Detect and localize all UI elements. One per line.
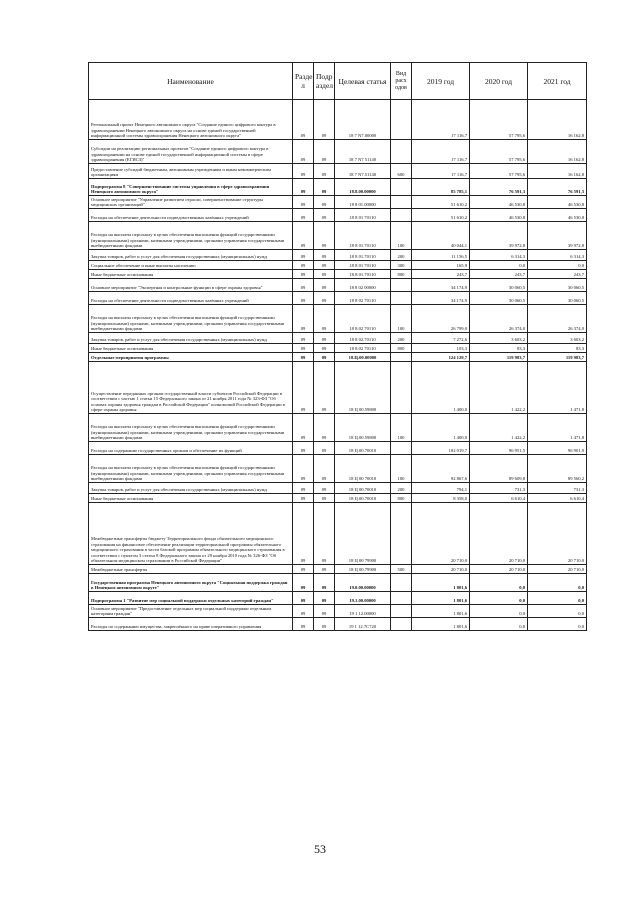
cell-kind	[391, 209, 412, 222]
cell-2021: 46 530,8	[528, 209, 587, 222]
cell-subsection: 09	[314, 164, 335, 179]
cell-subsection: 09	[314, 222, 335, 250]
cell-2021: 76 591,3	[528, 179, 587, 196]
col-kind-header: Вид расх одов	[391, 63, 412, 100]
table-row	[89, 164, 587, 179]
cell-section: 09	[293, 164, 314, 179]
cell-kind: 200	[391, 250, 412, 261]
cell-2019: 1 801,6	[412, 592, 470, 605]
table-row	[89, 305, 587, 333]
col-subsection-header: Подр аздел	[314, 63, 335, 100]
cell-2021: 0,0	[528, 574, 587, 592]
cell-name: Иные бюджетные ассигнования	[89, 270, 293, 279]
cell-2020: 76 591,3	[470, 179, 528, 196]
cell-section: 09	[293, 565, 314, 574]
cell-target: 18 Ц.00.59800	[335, 414, 391, 442]
cell-target: 18.8.01.70110	[335, 270, 391, 279]
cell-kind: 200	[391, 333, 412, 344]
cell-subsection: 09	[314, 196, 335, 209]
table-row	[89, 222, 587, 250]
cell-section: 09	[293, 592, 314, 605]
cell-2021: 0,0	[528, 605, 587, 618]
table-row	[89, 605, 587, 618]
cell-section: 09	[293, 574, 314, 592]
cell-2021: 16 162,8	[528, 164, 587, 179]
cell-target: 18 Ц 00.59800	[335, 362, 391, 414]
cell-2019: 165,9	[412, 261, 470, 270]
cell-section: 09	[293, 222, 314, 250]
cell-section: 09	[293, 455, 314, 483]
cell-subsection: 09	[314, 442, 335, 455]
cell-section: 09	[293, 333, 314, 344]
cell-subsection: 09	[314, 592, 335, 605]
cell-subsection: 09	[314, 250, 335, 261]
cell-target: 18 8.02 70110	[335, 344, 391, 353]
cell-kind	[391, 574, 412, 592]
table-row	[89, 209, 587, 222]
cell-name: Подпрограмма 8 "Совершенствование системы управления в сфере здравоохранения Ненецкого автономного округа"	[89, 179, 293, 196]
table-row	[89, 483, 587, 494]
table-row	[89, 494, 587, 503]
cell-name: Расходы на выплаты персоналу в целях обеспечения выполнения функций государственными (муниципальными) органами, казенными учреждениями, органами управления государственными внебюджетными фондами	[89, 222, 293, 250]
cell-2020: 39 972,8	[470, 222, 528, 250]
cell-2020: 46 530,8	[470, 196, 528, 209]
cell-kind	[391, 292, 412, 305]
cell-2019: 102 019,7	[412, 442, 470, 455]
cell-target: 18 8 01 70110	[335, 261, 391, 270]
table-row	[89, 279, 587, 292]
cell-target: 18 7 N7.51140	[335, 164, 391, 179]
cell-2020: 0,0	[470, 605, 528, 618]
cell-section: 09	[293, 292, 314, 305]
cell-name: Закупка товаров, работ и услуг для обеспечения государственных (муниципальных) нужд	[89, 333, 293, 344]
cell-2019: 26 799,0	[412, 305, 470, 333]
cell-2021: 46 530,8	[528, 196, 587, 209]
table-row	[89, 250, 587, 261]
cell-2021: 1 471,8	[528, 362, 587, 414]
cell-2019: 85 785,1	[412, 179, 470, 196]
cell-2019: 11 156,5	[412, 250, 470, 261]
cell-section: 09	[293, 618, 314, 631]
cell-subsection: 09	[314, 100, 335, 140]
cell-2020: 30 060,5	[470, 279, 528, 292]
cell-2020: 6 314,3	[470, 250, 528, 261]
table-body	[89, 100, 587, 631]
cell-kind: 100	[391, 305, 412, 333]
cell-kind: 100	[391, 455, 412, 483]
cell-kind	[391, 100, 412, 140]
cell-section: 09	[293, 362, 314, 414]
table-row	[89, 414, 587, 442]
cell-2019: 8 358,0	[412, 494, 470, 503]
cell-2020: 1 422,2	[470, 414, 528, 442]
cell-2020: 731,3	[470, 483, 528, 494]
table-row	[89, 270, 587, 279]
cell-2020: 57 795,6	[470, 100, 528, 140]
cell-name: Основное мероприятие "Экспертная и контрольные функции в сфере охраны здоровья"	[89, 279, 293, 292]
cell-section: 09	[293, 494, 314, 503]
cell-target: 18 7 N7 51140	[335, 140, 391, 164]
cell-2021: 0,0	[528, 618, 587, 631]
cell-kind	[391, 592, 412, 605]
cell-2021: 16 162,8	[528, 140, 587, 164]
cell-2020: 83,3	[470, 344, 528, 353]
cell-section: 09	[293, 279, 314, 292]
cell-name: Иные бюджетные ассигнования	[89, 494, 293, 503]
cell-subsection: 09	[314, 483, 335, 494]
budget-table	[88, 62, 587, 631]
cell-kind	[391, 442, 412, 455]
table-row	[89, 353, 587, 362]
cell-2020: 57 795,6	[470, 140, 528, 164]
col-name-header: Наименование	[89, 63, 293, 100]
cell-kind: 800	[391, 494, 412, 503]
cell-target: 18 Ц 00.79900	[335, 565, 391, 574]
cell-section: 09	[293, 605, 314, 618]
cell-2019: 20 710,0	[412, 503, 470, 565]
table-row	[89, 618, 587, 631]
cell-name: Государственная программа Ненецкого автономного округа "Социальная поддержка граждан в Ненецком автономном округе"	[89, 574, 293, 592]
cell-section: 09	[293, 483, 314, 494]
cell-section: 09	[293, 196, 314, 209]
cell-2019: 103,3	[412, 344, 470, 353]
cell-name: Субсидии на реализацию региональных проектов "Создание единого цифрового контура в здравоохранении на основе единой государственной информационной системы в сфере здравоохранения (ЕГИСЗ)"	[89, 140, 293, 164]
cell-subsection: 09	[314, 362, 335, 414]
cell-target: 18 8 02 00000	[335, 279, 391, 292]
cell-2019: 34 174,9	[412, 279, 470, 292]
cell-target: 18 8 01 70110	[335, 209, 391, 222]
cell-2019: 1 400,0	[412, 414, 470, 442]
table-row	[89, 455, 587, 483]
cell-name: Иные бюджетные ассигнования	[89, 344, 293, 353]
table-row	[89, 592, 587, 605]
cell-2021: 731,3	[528, 483, 587, 494]
cell-name: Расходы на выплаты персоналу в целях обеспечения выполнения функций государственными (муниципальными) органами, казенными учреждениями, органами управления государственными внебюджетными фондами	[89, 455, 293, 483]
cell-2019: 40 044,1	[412, 222, 470, 250]
cell-target: 18 8 01.00000	[335, 196, 391, 209]
cell-2021: 96 901,9	[528, 442, 587, 455]
cell-name: Расходы на обеспечение деятельности подведомственных казённых учреждений	[89, 292, 293, 305]
table-row	[89, 261, 587, 270]
table-row	[89, 292, 587, 305]
cell-kind: 300	[391, 261, 412, 270]
cell-name: Подпрограмма 1 "Развитие мер социальной поддержки отдельных категорий граждан"	[89, 592, 293, 605]
cell-section: 09	[293, 261, 314, 270]
cell-subsection: 09	[314, 305, 335, 333]
header-row	[89, 63, 587, 100]
cell-2020: 0,0	[470, 618, 528, 631]
table-row	[89, 140, 587, 164]
cell-section: 09	[293, 100, 314, 140]
cell-target: 18 7 N7.00000	[335, 100, 391, 140]
cell-2021: 6 610,4	[528, 494, 587, 503]
cell-2021: 0,0	[528, 261, 587, 270]
cell-name: Основное мероприятие "Предоставление отдельных мер социальной поддержки отдельным категориям граждан"	[89, 605, 293, 618]
cell-kind: 100	[391, 222, 412, 250]
cell-2021: 243,7	[528, 270, 587, 279]
col-2020-header: 2020 год	[470, 63, 528, 100]
cell-target: 18 Ц 00.70010	[335, 483, 391, 494]
cell-2020: 46 530,8	[470, 209, 528, 222]
cell-section: 09	[293, 140, 314, 164]
cell-2021: 20 710,0	[528, 503, 587, 565]
cell-target: 18 Ц 00 79900	[335, 503, 391, 565]
page-number: 53	[314, 842, 326, 856]
cell-kind: 800	[391, 344, 412, 353]
cell-2019: 20 710,0	[412, 565, 470, 574]
cell-2019: 51 610,2	[412, 196, 470, 209]
cell-2021: 89 560,2	[528, 455, 587, 483]
cell-2021: 3 603,2	[528, 333, 587, 344]
cell-name: Межбюджетные трансферты бюджету Территориального фонда обязательного медицинского страхования на финансовое обеспечение реализации территориальной программы обязательного медицинского страхования в части базовой программы обязательного медицинского страхования в соответствии с пунктом 3 статьи 8 Федерального закона от 29 ноября 2010 года № 326-ФЗ "Об обязательном медицинском страховании в Российской Федерации"	[89, 503, 293, 565]
cell-target: 18 8 01.70110	[335, 250, 391, 261]
cell-kind: 200	[391, 483, 412, 494]
cell-section: 09	[293, 503, 314, 565]
table-row	[89, 333, 587, 344]
cell-section: 09	[293, 344, 314, 353]
col-section-header: Разде л	[293, 63, 314, 100]
table-row	[89, 503, 587, 565]
cell-name: Социальное обеспечение и иные выплаты населению	[89, 261, 293, 270]
cell-2020: 1 422,2	[470, 362, 528, 414]
cell-section: 09	[293, 353, 314, 362]
cell-subsection: 09	[314, 574, 335, 592]
cell-subsection: 09	[314, 270, 335, 279]
cell-kind	[391, 196, 412, 209]
cell-2019: 51 610,2	[412, 209, 470, 222]
cell-kind	[391, 179, 412, 196]
cell-subsection: 09	[314, 261, 335, 270]
cell-section: 09	[293, 250, 314, 261]
cell-section: 09	[293, 305, 314, 333]
cell-2020: 20 710,0	[470, 565, 528, 574]
cell-kind	[391, 140, 412, 164]
cell-target: 18 8 01.70110	[335, 222, 391, 250]
cell-subsection: 09	[314, 344, 335, 353]
cell-name: Расходы по содержанию имущества, закреплённого на праве оперативного управления	[89, 618, 293, 631]
cell-2021: 26 374,0	[528, 305, 587, 333]
cell-target: 18 Ц 00 70010	[335, 455, 391, 483]
cell-name: Межбюджетные трансферты	[89, 565, 293, 574]
table-row	[89, 344, 587, 353]
cell-target: 19.0.00.00000	[335, 574, 391, 592]
cell-2021: 30 060,5	[528, 292, 587, 305]
cell-section: 09	[293, 442, 314, 455]
cell-section: 09	[293, 179, 314, 196]
cell-2021: 39 972,8	[528, 222, 587, 250]
cell-target: 18 Ц.00.70010	[335, 442, 391, 455]
cell-2021: 6 314,3	[528, 250, 587, 261]
cell-2019: 1 801,6	[412, 605, 470, 618]
cell-2020: 96 951,5	[470, 442, 528, 455]
table-row	[89, 565, 587, 574]
cell-name: Расходы на обеспечение деятельности подведомственных казённых учреждений	[89, 209, 293, 222]
cell-2019: 17 116,7	[412, 140, 470, 164]
cell-name: Осуществление переданных органам государственной власти субъектов Российской Федерации в соответствии с частью 1 статьи 15 Федерального закона от 21 ноября 2011 года № 323-ФЗ "Об основах охраны здоровья граждан в Российской Федерации" полномочий Российской Федерации в сфере охраны здоровья	[89, 362, 293, 414]
cell-name: Предоставление субсидий бюджетным, автономным учреждениям и иным некоммерческим организациям	[89, 164, 293, 179]
cell-kind	[391, 353, 412, 362]
cell-target: 19 1 12.7С720	[335, 618, 391, 631]
cell-kind	[391, 618, 412, 631]
table-row	[89, 196, 587, 209]
cell-name: Расходы на выплаты персоналу в целях обеспечения выполнения функций государственными (муниципальными) органами, казенными учреждениями, органами управления государственными внебюджетными фондами	[89, 414, 293, 442]
cell-subsection: 09	[314, 565, 335, 574]
col-2019-header: 2019 год	[412, 63, 470, 100]
cell-subsection: 09	[314, 503, 335, 565]
col-2021-header: 2021 год	[528, 63, 587, 100]
cell-subsection: 09	[314, 140, 335, 164]
cell-2019: 1 801,6	[412, 574, 470, 592]
cell-subsection: 09	[314, 605, 335, 618]
cell-kind: 100	[391, 414, 412, 442]
table-row	[89, 442, 587, 455]
cell-2020: 6 610,4	[470, 494, 528, 503]
cell-2020: 3 603,2	[470, 333, 528, 344]
cell-kind	[391, 503, 412, 565]
cell-kind: 500	[391, 565, 412, 574]
cell-name: Отдельные мероприятия программы	[89, 353, 293, 362]
cell-subsection: 09	[314, 179, 335, 196]
cell-kind: 600	[391, 164, 412, 179]
cell-2019: 7 272,6	[412, 333, 470, 344]
cell-name: Закупка товаров, работ и услуг для обеспечения государственных (муниципальных) нужд	[89, 483, 293, 494]
cell-subsection: 09	[314, 494, 335, 503]
cell-subsection: 09	[314, 353, 335, 362]
table-row	[89, 179, 587, 196]
cell-2020: 0,0	[470, 574, 528, 592]
cell-2020: 243,7	[470, 270, 528, 279]
cell-name: Основное мероприятие "Управление развитием отрасли, совершенствование структуры медицинских организаций"	[89, 196, 293, 209]
cell-2021: 30 060,5	[528, 279, 587, 292]
cell-2019: 794,1	[412, 483, 470, 494]
cell-section: 09	[293, 414, 314, 442]
cell-target: 18.Ц.00.00000	[335, 353, 391, 362]
cell-2020: 89 609,8	[470, 455, 528, 483]
cell-subsection: 09	[314, 279, 335, 292]
cell-kind	[391, 362, 412, 414]
cell-section: 09	[293, 209, 314, 222]
cell-subsection: 09	[314, 455, 335, 483]
cell-2020: 30 060,5	[470, 292, 528, 305]
cell-subsection: 09	[314, 414, 335, 442]
cell-2021: 0,0	[528, 592, 587, 605]
cell-target: 18 8.02 70110	[335, 305, 391, 333]
cell-2021: 83,3	[528, 344, 587, 353]
cell-kind	[391, 279, 412, 292]
cell-target: 18 8 02.70110	[335, 333, 391, 344]
cell-2020: 0,0	[470, 261, 528, 270]
cell-2019: 92 867,6	[412, 455, 470, 483]
cell-2021: 16 162,8	[528, 100, 587, 140]
cell-name: Расходы на содержание государственных органов и обеспечение их функций	[89, 442, 293, 455]
cell-2019: 17 116,7	[412, 164, 470, 179]
cell-2020: 0,0	[470, 592, 528, 605]
table-row	[89, 362, 587, 414]
cell-target: 19.1.00.00000	[335, 592, 391, 605]
cell-2019: 1 801,6	[412, 618, 470, 631]
cell-target: 18 8 02 70110	[335, 292, 391, 305]
cell-subsection: 09	[314, 333, 335, 344]
cell-target: 18 Ц.00.70010	[335, 494, 391, 503]
cell-subsection: 09	[314, 618, 335, 631]
cell-2021: 1 471,8	[528, 414, 587, 442]
cell-subsection: 09	[314, 292, 335, 305]
cell-name: Расходы на выплаты персоналу в целях обеспечения выполнения функций государственными (муниципальными) органами, казенными учреждениями, органами управления государственными внебюджетными фондами	[89, 305, 293, 333]
cell-2021: 20 710,0	[528, 565, 587, 574]
cell-2019: 243,7	[412, 270, 470, 279]
cell-2019: 17 116,7	[412, 100, 470, 140]
cell-kind	[391, 605, 412, 618]
table-row	[89, 574, 587, 592]
table-row	[89, 100, 587, 140]
cell-2020: 119 983,7	[470, 353, 528, 362]
cell-kind: 800	[391, 270, 412, 279]
col-target-header: Целевая статья	[335, 63, 391, 100]
cell-name: Закупка товаров, работ и услуг для обеспечения государственных (муниципальных) нужд	[89, 250, 293, 261]
cell-subsection: 09	[314, 209, 335, 222]
cell-2020: 57 795,6	[470, 164, 528, 179]
cell-2019: 34 174,9	[412, 292, 470, 305]
cell-target: 19 1 12.00000	[335, 605, 391, 618]
cell-2019: 124 129,7	[412, 353, 470, 362]
cell-target: 18.8.00.00000	[335, 179, 391, 196]
cell-name: Региональный проект Ненецкого автономного округа "Создание единого цифрового контура в здравоохранении Ненецкого автономного округа на основе единой государственной информационной системы здравоохранения Ненецкого автономного округа"	[89, 100, 293, 140]
cell-2019: 1 400,0	[412, 362, 470, 414]
cell-2020: 26 374,0	[470, 305, 528, 333]
cell-section: 09	[293, 270, 314, 279]
cell-2021: 119 983,7	[528, 353, 587, 362]
cell-2020: 20 710,0	[470, 503, 528, 565]
